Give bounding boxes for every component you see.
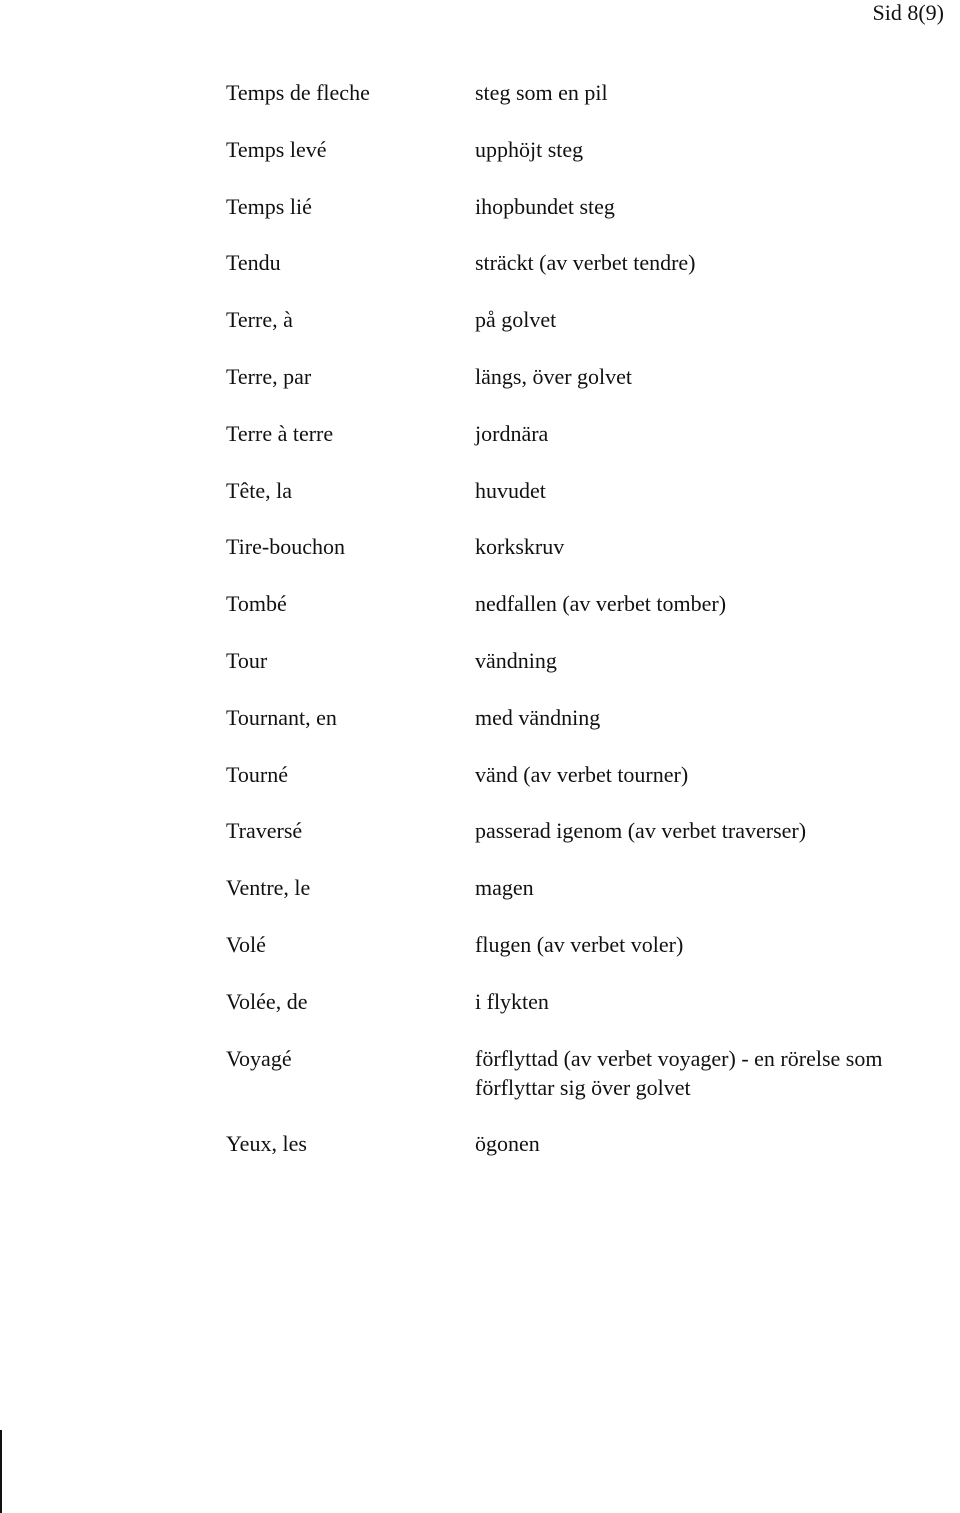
glossary-entry <box>226 816 960 873</box>
glossary-entry <box>226 873 960 930</box>
glossary-entry <box>226 987 960 1044</box>
glossary-entry <box>226 1129 960 1186</box>
glossary-definition: magen <box>475 875 534 901</box>
glossary-definition: vändning <box>475 647 557 673</box>
glossary-definition: korkskruv <box>475 534 565 560</box>
glossary-entry <box>226 248 960 305</box>
glossary-term: Tourné <box>226 761 288 787</box>
glossary-term: Tire-bouchon <box>226 534 345 560</box>
glossary-definition: jordnära <box>475 420 549 446</box>
glossary-term: Terre, par <box>226 363 312 389</box>
glossary-term: Volé <box>226 931 266 957</box>
glossary-term: Temps de fleche <box>226 80 370 105</box>
glossary-term: Yeux, les <box>226 1130 307 1156</box>
glossary-term: Tournant, en <box>226 704 337 730</box>
glossary-entry <box>226 476 960 533</box>
glossary-definition: ihopbundet steg <box>475 193 615 219</box>
glossary-definition: flugen (av verbet voler) <box>475 931 684 957</box>
glossary-term: Voyagé <box>226 1045 292 1071</box>
glossary-entry <box>226 362 960 419</box>
glossary-entry <box>226 78 960 135</box>
glossary-term: Ventre, le <box>226 875 311 901</box>
glossary-entry <box>226 532 960 589</box>
glossary-term: Tour <box>226 647 268 673</box>
glossary-entry <box>226 305 960 362</box>
glossary-term: Tendu <box>226 250 281 276</box>
glossary-entry <box>226 419 960 476</box>
glossary-entry <box>226 589 960 646</box>
glossary-list <box>226 78 960 1185</box>
glossary-definition: steg som en pil <box>475 80 608 105</box>
margin-rule <box>0 1430 2 1513</box>
glossary-entry <box>226 930 960 987</box>
glossary-definition: sträckt (av verbet tendre) <box>475 250 696 276</box>
glossary-entry <box>226 760 960 817</box>
glossary-definition: på golvet <box>475 307 557 333</box>
glossary-definition: passerad igenom (av verbet traverser) <box>475 818 807 844</box>
page-number: Sid 8(9) <box>872 0 944 25</box>
glossary-definition: ögonen <box>475 1130 540 1156</box>
glossary-term: Terre à terre <box>226 420 334 446</box>
glossary-entry <box>226 1044 960 1129</box>
glossary-term: Traversé <box>226 818 303 844</box>
glossary-definition: med vändning <box>475 704 601 730</box>
glossary-entry <box>226 646 960 703</box>
glossary-definition: i flykten <box>475 988 549 1014</box>
glossary-definition: förflyttad (av verbet voyager) - en rörelse som förflyttar sig över golvet <box>475 1045 883 1100</box>
glossary-term: Temps levé <box>226 136 327 162</box>
glossary-entry <box>226 703 960 760</box>
glossary-term: Terre, à <box>226 307 293 333</box>
glossary-definition: nedfallen (av verbet tomber) <box>475 591 727 617</box>
glossary-term: Tête, la <box>226 477 292 503</box>
glossary-term: Tombé <box>226 591 287 617</box>
glossary-term: Volée, de <box>226 988 308 1014</box>
glossary-definition: huvudet <box>475 477 546 503</box>
glossary-entry <box>226 135 960 192</box>
glossary-definition: längs, över golvet <box>475 363 633 389</box>
glossary-entry <box>226 192 960 249</box>
glossary-definition: vänd (av verbet tourner) <box>475 761 689 787</box>
glossary-term: Temps lié <box>226 193 312 219</box>
glossary-definition: upphöjt steg <box>475 136 584 162</box>
